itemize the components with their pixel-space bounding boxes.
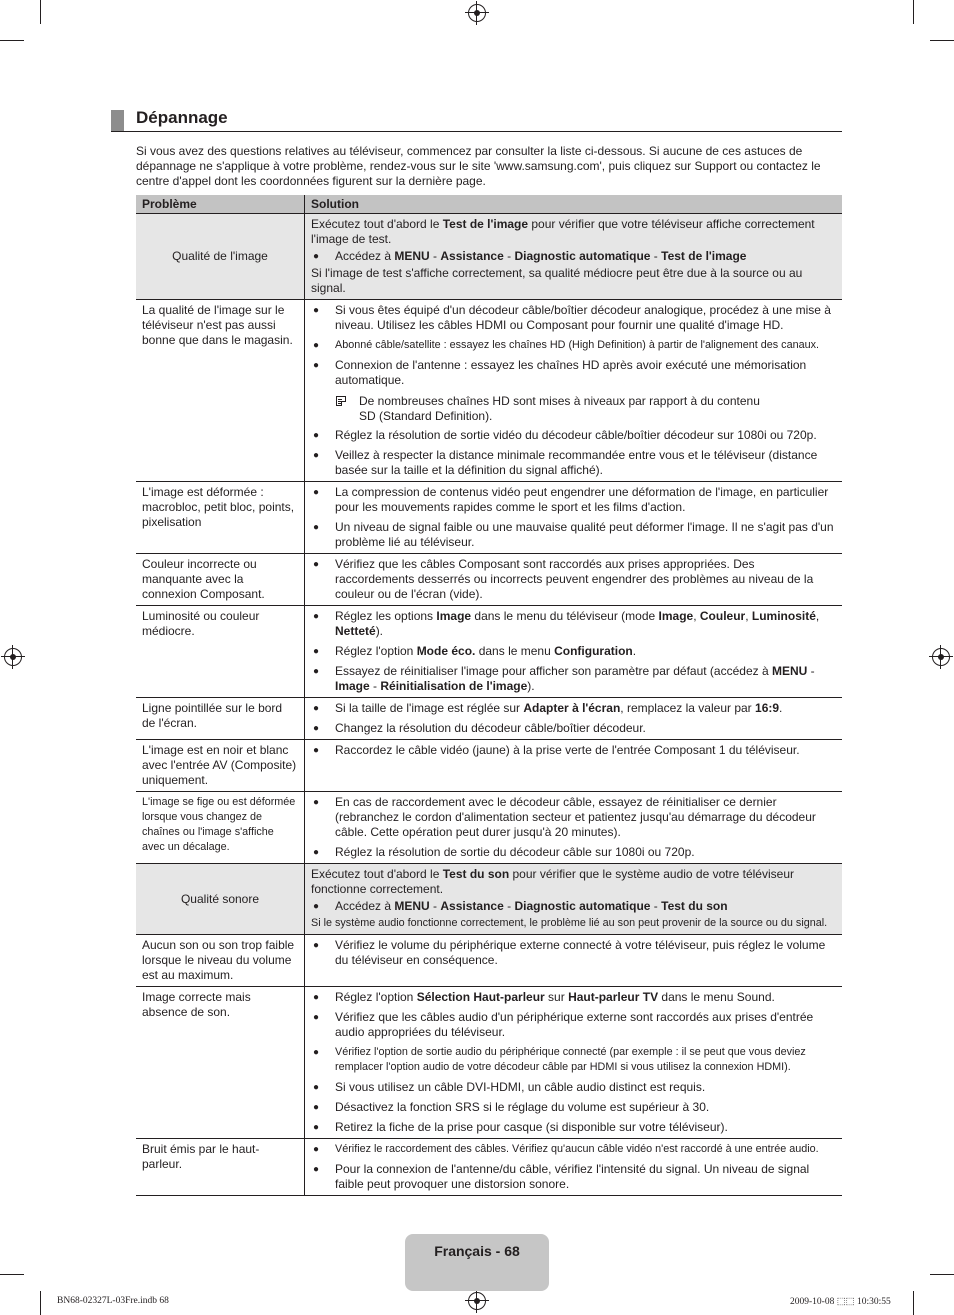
- registration-mark-bottom: [468, 1292, 486, 1310]
- print-slug-date: 2009-10-08 ⬚⬚ 10:30:55: [790, 1297, 891, 1307]
- header-solution: Solution: [305, 195, 843, 214]
- table-row: [136, 1139, 842, 1196]
- table-row: [136, 698, 842, 740]
- list-item: ● Retirez la fiche de la prise pour casque (si disponible sur votre téléviseur).: [311, 1120, 836, 1135]
- solution-cell: [305, 554, 843, 606]
- list-item: ● Veillez à respecter la distance minimale recommandée entre vous et le téléviseur (distance basée sur la taille et la définition du signal affiché).: [311, 448, 836, 478]
- header-problem: Problème: [136, 195, 305, 214]
- problem-cell: Bruit émis par le haut-parleur.: [136, 1139, 305, 1196]
- table-header-row: [136, 195, 842, 214]
- solution-cell: [305, 792, 843, 864]
- list-item: ● Vérifiez le raccordement des câbles. Vérifiez qu'aucun câble vidéo n'est raccordé à une entrée audio.: [311, 1142, 836, 1157]
- solution-tail: Si l'image de test s'affiche correctement, sa qualité médiocre peut être due à la source ou au signal.: [311, 266, 803, 295]
- list-item: ● Désactivez la fonction SRS si le réglage du volume est supérieur à 30.: [311, 1100, 836, 1115]
- problem-cell: L'image se fige ou est déformée lorsque vous changez de chaînes ou l'image s'affiche avec un décalage.: [136, 792, 305, 864]
- solution-tail: Si le système audio fonctionne correctement, le problème lié au son peut provenir de la source ou du signal.: [311, 917, 828, 929]
- table-row: [136, 214, 842, 300]
- list-item: ● Si vous êtes équipé d'un décodeur câble/boîtier décodeur analogique, procédez à une mise à niveau. Utilisez les câbles HDMI ou Composant pour fournir une qualité d'image HD.: [311, 303, 836, 333]
- table-row: [136, 482, 842, 554]
- list-item: ● Vérifiez l'option de sortie audio du périphérique connecté (par exemple : il se peut que vous deviez remplacer l'option audio de votre décodeur câble par HDMI si vous utilisez la connexion HDMI).: [311, 1045, 836, 1075]
- list-item: ● Accédez à MENU - Assistance - Diagnostic automatique - Test du son: [311, 899, 836, 914]
- solution-cell: [305, 214, 843, 300]
- problem-cell: Qualité sonore: [136, 864, 305, 935]
- list-item: ● En cas de raccordement avec le décodeur câble, essayez de réinitialiser ce dernier (rebranchez le cordon d'alimentation secteur et patientez jusqu'au démarrage du décodeur câble. Cette opération peut durer jusqu'à 20 minutes).: [311, 795, 836, 840]
- list-item: ● Réglez l'option Mode éco. dans le menu Configuration.: [311, 644, 836, 659]
- solution-cell: [305, 1139, 843, 1196]
- print-slug-file: BN68-02327L-03Fre.indb 68: [57, 1296, 169, 1306]
- solution-cell: [305, 606, 843, 698]
- list-item: ● Essayez de réinitialiser l'image pour afficher son paramètre par défaut (accédez à MENU - Image - Réinitialisation de l'image).: [311, 664, 836, 694]
- list-item: ● Pour la connexion de l'antenne/du câble, vérifiez l'intensité du signal. Un niveau de signal faible peut provoquer une distorsion sonore.: [311, 1162, 836, 1192]
- list-item: ● Abonné câble/satellite : essayez les chaînes HD (High Definition) à partir de l'alignement des canaux.: [311, 338, 836, 353]
- solution-cell: [305, 740, 843, 792]
- list-item: ● Réglez les options Image dans le menu du téléviseur (mode Image, Couleur, Luminosité, Netteté).: [311, 609, 836, 639]
- problem-cell: L'image est en noir et blanc avec l'entrée AV (Composite) uniquement.: [136, 740, 305, 792]
- problem-cell: Ligne pointillée sur le bord de l'écran.: [136, 698, 305, 740]
- page-number: Français - 68: [434, 1243, 520, 1259]
- solution-lead: Exécutez tout d'abord le Test de l'image pour vérifier que votre téléviseur affiche correctement l'image de test.: [311, 217, 815, 246]
- list-item: ● La compression de contenus vidéo peut engendrer une déformation de l'image, en particulier pour les mouvements rapides comme le sport et les films d'action.: [311, 485, 836, 515]
- list-item: ● Réglez la résolution de sortie vidéo du décodeur câble/boîtier décodeur sur 1080i ou 720p.: [311, 428, 836, 443]
- table-row: [136, 300, 842, 482]
- problem-cell: Image correcte mais absence de son.: [136, 987, 305, 1139]
- problem-cell: La qualité de l'image sur le téléviseur n'est pas aussi bonne que dans le magasin.: [136, 300, 305, 482]
- problem-cell: Luminosité ou couleur médiocre.: [136, 606, 305, 698]
- title-rule: [111, 131, 842, 132]
- page-number-tab: [405, 1234, 549, 1291]
- note-icon: [336, 396, 346, 406]
- table-row: [136, 554, 842, 606]
- list-item: ● Changez la résolution du décodeur câble/boîtier décodeur.: [311, 721, 836, 736]
- section-marker: [111, 110, 124, 131]
- solution-cell: [305, 300, 843, 482]
- solution-cell: [305, 935, 843, 987]
- table-row: [136, 935, 842, 987]
- list-item: ● Vérifiez que les câbles audio d'un périphérique externe sont raccordés aux prises d'entrée audio appropriées du téléviseur.: [311, 1010, 836, 1040]
- list-item: ● Si vous utilisez un câble DVI-HDMI, un câble audio distinct est requis.: [311, 1080, 836, 1095]
- table-row: [136, 864, 842, 935]
- intro-paragraph: Si vous avez des questions relatives au téléviseur, commencez par consulter la liste ci-dessous. Si aucune de ces astuces de dépannage ne s'applique à votre problème, rendez-vous sur le site 'www.samsung.com', puis cliquez sur Support ou contactez le centre d'appel dont les coordonnées figurent sur la dernière page.: [136, 144, 821, 188]
- table-row: [136, 606, 842, 698]
- solution-lead: Exécutez tout d'abord le Test du son pour vérifier que le système audio de votre téléviseur fonctionne correctement.: [311, 867, 794, 896]
- note: [311, 394, 836, 424]
- troubleshooting-table: [136, 195, 842, 1196]
- list-item: ● Accédez à MENU - Assistance - Diagnostic automatique - Test de l'image: [311, 249, 836, 264]
- registration-mark-left: [4, 648, 22, 666]
- list-item: ● Vérifiez que les câbles Composant sont raccordés aux prises appropriées. Des raccordements desserrés ou incorrects peuvent engendrer des problèmes au niveau de la couleur ou de l'écran (vide).: [311, 557, 836, 602]
- table-row: [136, 987, 842, 1139]
- list-item: ● Connexion de l'antenne : essayez les chaînes HD après avoir exécuté une mémorisation automatique.: [311, 358, 836, 388]
- list-item: ● Si la taille de l'image est réglée sur Adapter à l'écran, remplacez la valeur par 16:9.: [311, 701, 836, 716]
- solution-cell: [305, 987, 843, 1139]
- solution-cell: [305, 864, 843, 935]
- solution-cell: [305, 482, 843, 554]
- list-item: ● Un niveau de signal faible ou une mauvaise qualité peut déformer l'image. Il ne s'agit pas d'un problème lié au téléviseur.: [311, 520, 836, 550]
- problem-cell: Couleur incorrecte ou manquante avec la connexion Composant.: [136, 554, 305, 606]
- problem-cell: Aucun son ou son trop faible lorsque le niveau du volume est au maximum.: [136, 935, 305, 987]
- registration-mark-right: [932, 648, 950, 666]
- solution-cell: [305, 698, 843, 740]
- list-item: ● Vérifiez le volume du périphérique externe connecté à votre téléviseur, puis réglez le volume du téléviseur en conséquence.: [311, 938, 836, 968]
- problem-cell: Qualité de l'image: [136, 214, 305, 300]
- table-row: [136, 792, 842, 864]
- list-item: ● Réglez l'option Sélection Haut-parleur sur Haut-parleur TV dans le menu Sound.: [311, 990, 836, 1005]
- registration-mark-top: [468, 4, 486, 22]
- list-item: ● Réglez la résolution de sortie du décodeur câble sur 1080i ou 720p.: [311, 845, 836, 860]
- note-text: De nombreuses chaînes HD sont mises à niveaux par rapport à du contenu SD (Standard Definition).: [359, 394, 760, 423]
- section-title: Dépannage: [136, 108, 228, 127]
- list-item: ● Raccordez le câble vidéo (jaune) à la prise verte de l'entrée Composant 1 du téléviseur.: [311, 743, 836, 758]
- problem-cell: L'image est déformée : macrobloc, petit bloc, points, pixelisation: [136, 482, 305, 554]
- table-row: [136, 740, 842, 792]
